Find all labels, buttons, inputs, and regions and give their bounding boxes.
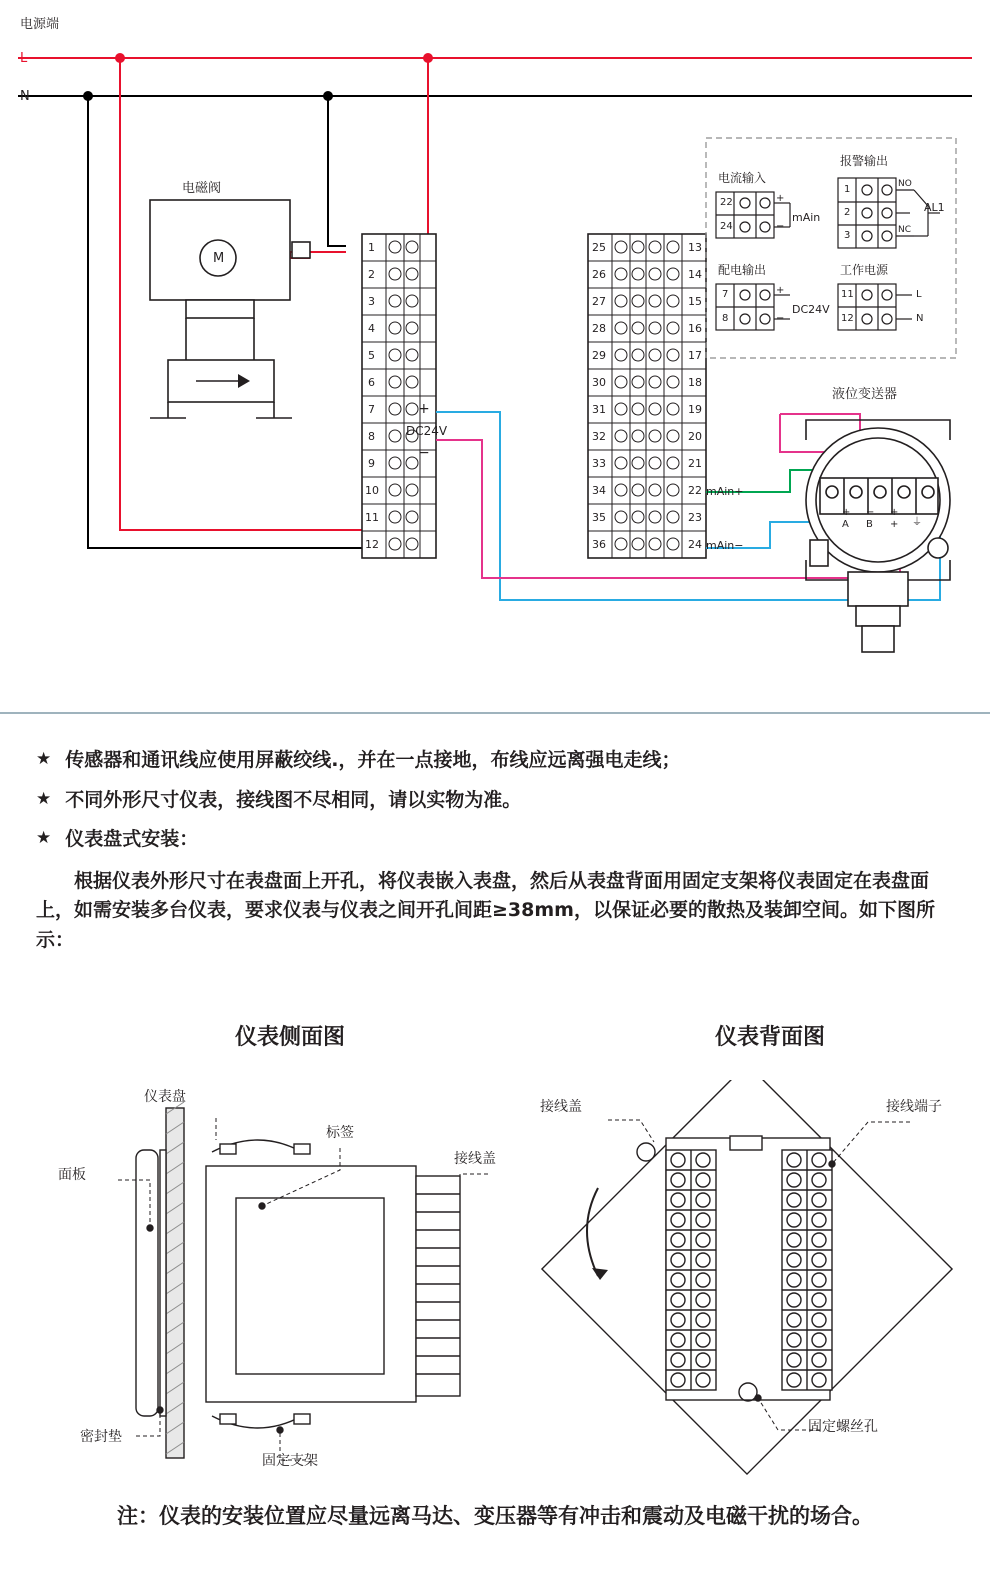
current-input-minus: − (776, 221, 785, 232)
terminal-mid-27: 27 (592, 295, 606, 308)
alarm-output-row-1: 1 (844, 184, 851, 195)
power-output-minus: − (776, 313, 785, 324)
power-output-title: 配电输出 (718, 263, 767, 277)
terminal-left-6: 6 (368, 376, 375, 389)
dc24v-plus: + (418, 401, 430, 417)
label-screw-hole: 固定螺丝孔 (808, 1419, 878, 1435)
label-panel-board: 仪表盘 (144, 1089, 186, 1105)
side-view-title: 仪表侧面图 (234, 1025, 345, 1050)
star-icon: ★ (36, 749, 52, 769)
terminal-right-20: 20 (688, 430, 702, 443)
power-output-row-7: 7 (722, 289, 729, 300)
transmitter-term-plus-2: + (890, 507, 899, 518)
current-input-row-22: 22 (720, 197, 733, 208)
section-divider (0, 712, 990, 714)
label-front-panel: 面板 (58, 1167, 86, 1183)
dc24v-label: DC24V (406, 424, 448, 438)
work-power-row-11: 11 (841, 289, 854, 300)
terminal-mid-29: 29 (592, 349, 606, 362)
transmitter-letter-ground: ⏚ (912, 517, 922, 528)
valve-motor-label: M (213, 251, 225, 266)
terminal-left-3: 3 (368, 295, 375, 308)
work-power-title: 工作电源 (840, 263, 889, 277)
current-input-plus: + (776, 193, 785, 204)
terminal-mid-25: 25 (592, 241, 606, 254)
valve-title: 电磁阀 (182, 181, 222, 196)
power-title: 电源端 (20, 17, 60, 32)
install-paragraph-text: 根据仪表外形尺寸在表盘面上开孔，将仪表嵌入表盘，然后从表盘背面用固定支架将仪表固定在表盘面上，如需安装多台仪表，要求仪表与仪表之间开孔间距≥38mm，以保证必要的散热及装卸空间。如下图所示： (36, 869, 935, 951)
terminal-right-21: 21 (688, 457, 702, 470)
install-paragraph (36, 867, 956, 955)
wiring-diagram-svg (0, 0, 990, 700)
transmitter-letter-a: A (842, 519, 849, 530)
terminal-right-15: 15 (688, 295, 702, 308)
terminal-right-22: 22 (688, 484, 702, 497)
note-text: 传感器和通讯线应使用屏蔽绞线.，并在一点接地，布线应远离强电走线； (65, 749, 681, 771)
back-view-figure (520, 1080, 980, 1500)
work-power-n: N (916, 313, 924, 324)
transmitter-letter-b: B (866, 519, 873, 530)
alarm-output-row-2: 2 (844, 207, 851, 218)
alarm-output-row-3: 3 (844, 230, 851, 241)
terminal-left-8: 8 (368, 430, 375, 443)
terminal-left-5: 5 (368, 349, 375, 362)
current-input-tag: mAin (792, 211, 821, 224)
terminal-left-11: 11 (365, 511, 379, 524)
terminal-left-7: 7 (368, 403, 375, 416)
terminal-left-2: 2 (368, 268, 375, 281)
terminal-mid-28: 28 (592, 322, 606, 335)
back-view-svg (520, 1080, 980, 1500)
current-input-title: 电流输入 (718, 171, 767, 185)
terminal-mid-33: 33 (592, 457, 606, 470)
terminal-left-9: 9 (368, 457, 375, 470)
power-output-row-8: 8 (722, 313, 729, 324)
main-minus-label: mAin− (706, 539, 744, 552)
terminal-left-4: 4 (368, 322, 375, 335)
label-wiring-cover-back: 接线盖 (540, 1099, 582, 1115)
terminal-mid-31: 31 (592, 403, 606, 416)
bottom-note: 注：仪表的安装位置应尽量远离马达、变压器等有冲击和震动及电磁干扰的场合。 (117, 1504, 873, 1528)
alarm-tag: AL1 (924, 201, 945, 214)
label-wiring-cover: 接线盖 (454, 1151, 496, 1167)
terminal-right-13: 13 (688, 241, 702, 254)
work-power-l: L (916, 289, 922, 300)
terminal-mid-32: 32 (592, 430, 606, 443)
wiring-diagram (0, 0, 990, 700)
terminal-mid-26: 26 (592, 268, 606, 281)
note-text: 仪表盘式安装： (65, 828, 199, 851)
terminal-right-23: 23 (688, 511, 702, 524)
transmitter-term-plus-1: + (842, 507, 851, 518)
current-input-row-24: 24 (720, 221, 733, 232)
alarm-output-title: 报警输出 (840, 154, 889, 168)
terminal-right-18: 18 (688, 376, 702, 389)
terminal-mid-34: 34 (592, 484, 606, 497)
transmitter-title: 液位变送器 (832, 387, 898, 402)
dc24v-minus: − (418, 445, 430, 461)
alarm-no-label: NO (898, 179, 912, 189)
label-tag: 标签 (326, 1125, 354, 1141)
note-text: 不同外形尺寸仪表，接线图不尽相同，请以实物为准。 (65, 788, 522, 811)
note-item (36, 827, 956, 853)
note-item (36, 748, 956, 774)
terminal-mid-36: 36 (592, 538, 606, 551)
side-view-figure (40, 1080, 500, 1500)
power-n-label: N (20, 89, 30, 104)
back-view-title: 仪表背面图 (714, 1025, 825, 1050)
terminal-right-24: 24 (688, 538, 702, 551)
terminal-left-1: 1 (368, 241, 375, 254)
label-bracket: 固定支架 (262, 1453, 318, 1469)
notes-section (36, 748, 956, 955)
label-seal-pad: 密封垫 (80, 1429, 122, 1445)
power-l-label: L (20, 51, 28, 66)
work-power-row-12: 12 (841, 313, 854, 324)
label-terminal-block: 接线端子 (886, 1099, 942, 1115)
transmitter-letter-plus: + (890, 519, 899, 530)
power-output-plus: + (776, 285, 785, 296)
transmitter-term-minus-1: − (866, 507, 875, 518)
main-plus-label: mAin+ (706, 485, 744, 498)
star-icon: ★ (36, 828, 52, 849)
star-icon: ★ (36, 788, 52, 809)
terminal-mid-35: 35 (592, 511, 606, 524)
alarm-nc-label: NC (898, 225, 912, 235)
terminal-right-14: 14 (688, 268, 702, 281)
terminal-left-10: 10 (365, 484, 379, 497)
terminal-right-19: 19 (688, 403, 702, 416)
terminal-mid-30: 30 (592, 376, 606, 389)
note-item (36, 788, 956, 814)
power-output-tag: DC24V (792, 303, 830, 316)
terminal-left-12: 12 (365, 538, 379, 551)
terminal-right-17: 17 (688, 349, 702, 362)
terminal-right-16: 16 (688, 322, 702, 335)
